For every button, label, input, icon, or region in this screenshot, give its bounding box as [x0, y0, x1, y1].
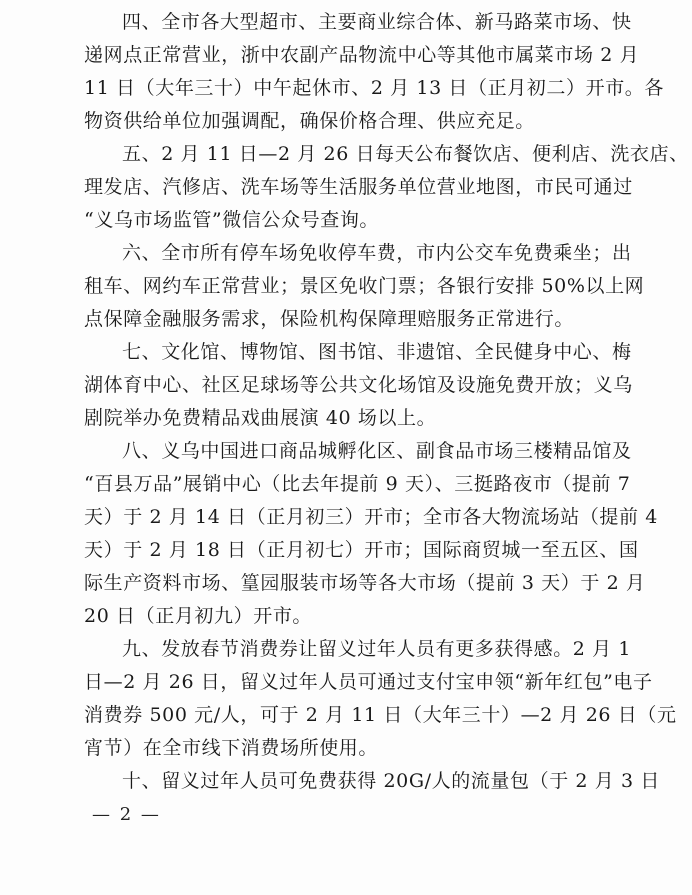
- text-line: 天）于 2 月 14 日（正月初三）开市；全市各大物流场站（提前 4: [84, 506, 658, 528]
- paragraph-7: [84, 336, 633, 435]
- text-line: 租车、网约车正常营业；景区免收门票；各银行安排 50%以上网: [84, 275, 645, 297]
- text-line: 九、发放春节消费券让留义过年人员有更多获得感。2 月 1: [122, 638, 632, 660]
- text-line: 宵节）在全市线下消费场所使用。: [84, 737, 379, 759]
- text-line: 消费券 500 元/人，可于 2 月 11 日（大年三十）—2 月 26 日（元: [84, 704, 677, 726]
- document-body: [84, 6, 689, 798]
- text-line: 点保障金融服务需求，保险机构保障理赔服务正常进行。: [84, 308, 575, 330]
- text-line: 剧院举办免费精品戏曲展演 40 场以上。: [84, 407, 437, 429]
- paragraph-9: [84, 633, 677, 765]
- text-line: 八、义乌中国进口商品城孵化区、副食品市场三楼精品馆及: [122, 440, 632, 462]
- text-line: 五、2 月 11 日—2 月 26 日每天公布餐饮店、便利店、洗衣店、: [122, 143, 689, 165]
- text-line: 四、全市各大型超市、主要商业综合体、新马路菜市场、快: [122, 11, 632, 33]
- text-line: 际生产资料市场、篁园服装市场等各大市场（提前 3 天）于 2 月: [84, 572, 646, 594]
- text-line: 物资供给单位加强调配，确保价格合理、供应充足。: [84, 110, 535, 132]
- page-number: — 2 —: [92, 804, 161, 825]
- text-line: “百县万品”展销中心（比去年提前 9 天）、三挺路夜市（提前 7: [84, 473, 631, 495]
- paragraph-5: [84, 138, 689, 237]
- paragraph-8: [84, 435, 658, 633]
- text-line: 理发店、汽修店、洗车场等生活服务单位营业地图，市民可通过: [84, 176, 633, 198]
- text-line: 十、留义过年人员可免费获得 20G/人的流量包（于 2 月 3 日: [122, 770, 660, 792]
- text-line: 湖体育中心、社区足球场等公共文化场馆及设施免费开放；义乌: [84, 374, 633, 396]
- paragraph-4: [84, 6, 665, 138]
- text-line: 七、文化馆、博物馆、图书馆、非遗馆、全民健身中心、梅: [122, 341, 632, 363]
- text-line: 20 日（正月初九）开市。: [84, 605, 313, 627]
- text-line: 11 日（大年三十）中午起休市、2 月 13 日（正月初二）开市。各: [84, 77, 665, 99]
- text-line: 六、全市所有停车场免收停车费，市内公交车免费乘坐；出: [122, 242, 632, 264]
- text-line: “义乌市场监管”微信公众号查询。: [84, 209, 380, 231]
- paragraph-10: [84, 765, 660, 798]
- text-line: 递网点正常营业，浙中农副产品物流中心等其他市属菜市场 2 月: [84, 44, 640, 66]
- paragraph-6: [84, 237, 645, 336]
- text-line: 天）于 2 月 18 日（正月初七）开市；国际商贸城一至五区、国: [84, 539, 639, 561]
- text-line: 日—2 月 26 日，留义过年人员可通过支付宝申领“新年红包”电子: [84, 671, 653, 693]
